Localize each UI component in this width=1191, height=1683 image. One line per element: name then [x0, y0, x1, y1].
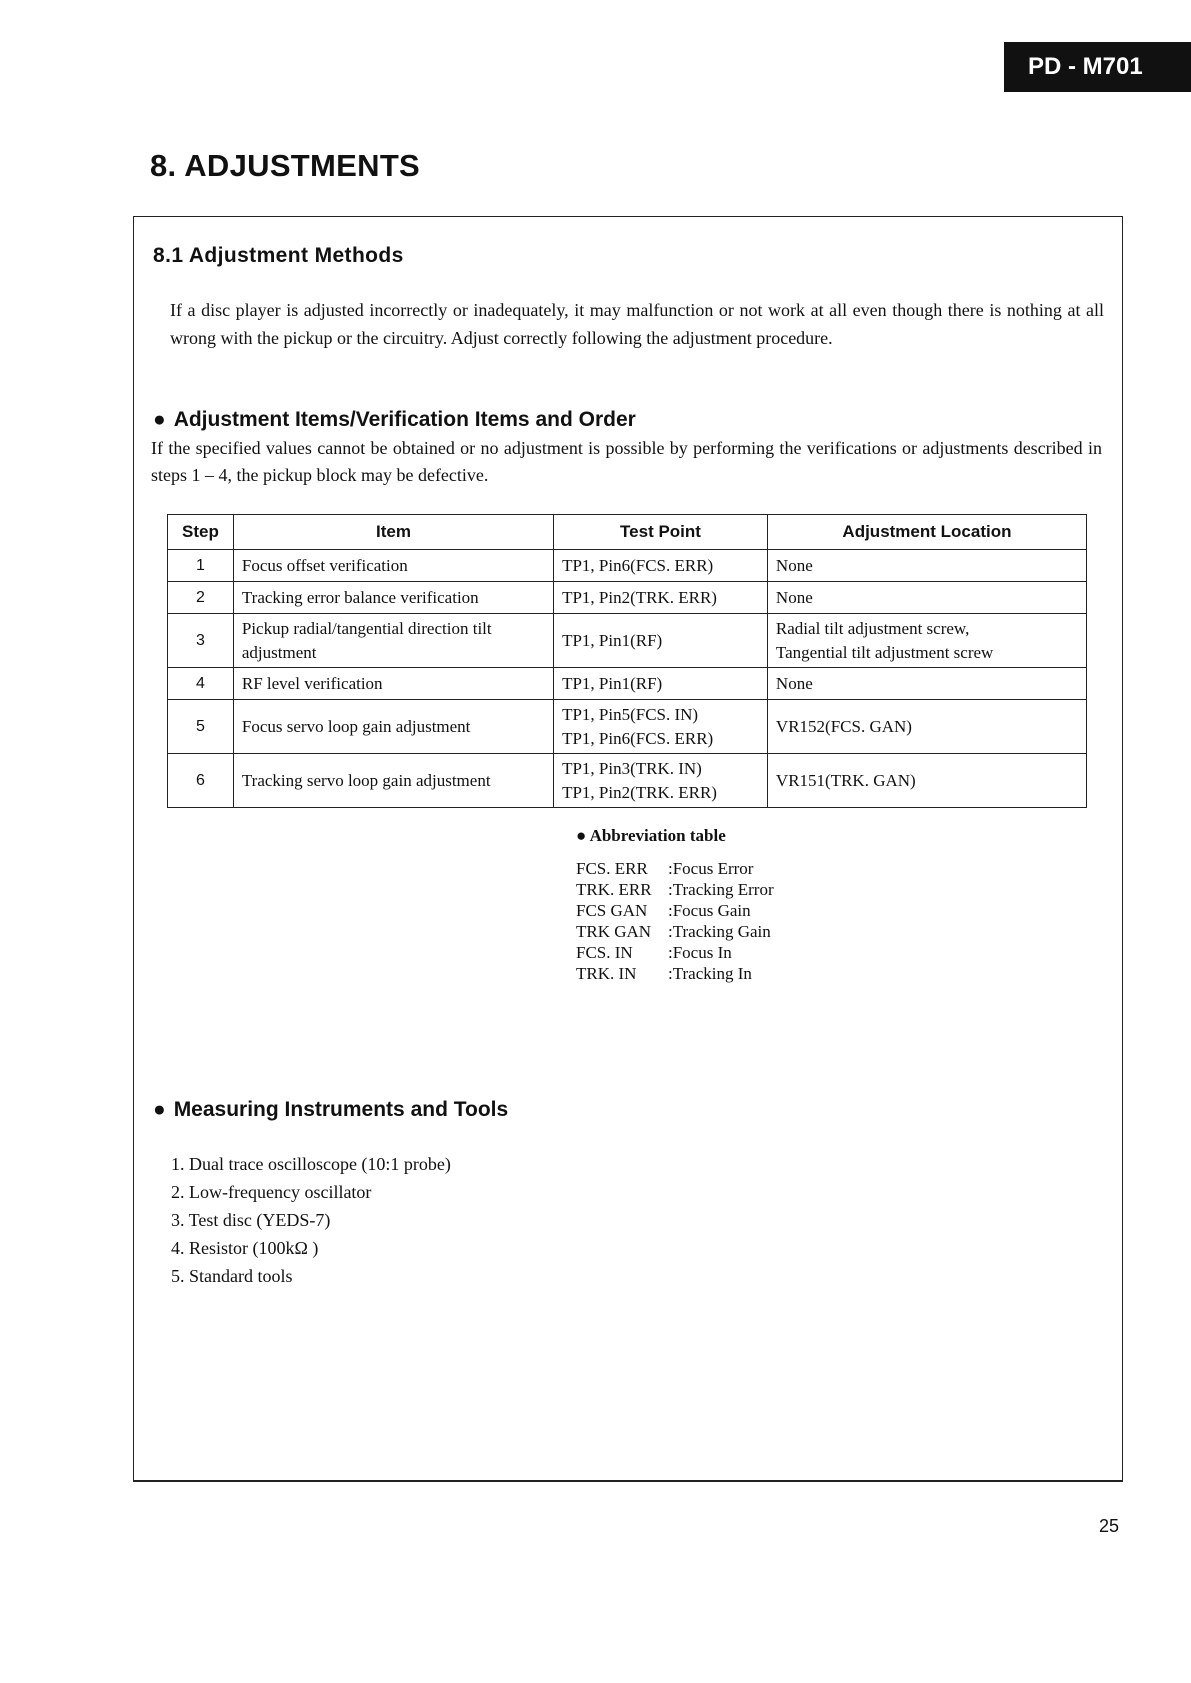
- abbreviation-code: FCS. IN: [576, 943, 633, 962]
- location-cell: [767, 668, 1086, 700]
- model-tag: PD - M701: [1004, 42, 1191, 92]
- step-cell: 6: [168, 754, 234, 808]
- table-row: [168, 754, 1087, 808]
- list-item: 4. Resistor (100kΩ ): [171, 1238, 319, 1258]
- location-line: None: [775, 555, 813, 575]
- test-point-cell: [554, 754, 768, 808]
- abbreviation-meaning: :Focus Error: [668, 859, 754, 878]
- abbreviation-code: TRK. IN: [576, 964, 637, 983]
- bullet-icon: ●: [153, 1098, 166, 1121]
- step-cell: 4: [168, 668, 234, 700]
- abbreviation-row: [576, 900, 774, 921]
- test-point-line: TP1, Pin6(FCS. ERR): [562, 555, 714, 575]
- adjustment-table: [167, 514, 1087, 808]
- item-cell: Focus servo loop gain adjustment: [233, 700, 553, 754]
- abbreviation-code: FCS GAN: [576, 901, 648, 920]
- adjustment-order-heading: [153, 408, 636, 432]
- step-cell: 5: [168, 700, 234, 754]
- abbreviation-meaning: :Focus In: [668, 943, 732, 962]
- intro-paragraph: If a disc player is adjusted incorrectly or inadequately, it may malfunction or not work at all even though there is nothing at all wrong with the pickup or the circuitry. Adjust correctly following the adjustment procedure.: [170, 300, 1104, 348]
- item-cell: Pickup radial/tangential direction tilt adjustment: [233, 614, 553, 668]
- list-item: 2. Low-frequency oscillator: [171, 1182, 372, 1202]
- table-row: [168, 614, 1087, 668]
- table-header-row: [168, 515, 1087, 550]
- location-cell: [767, 754, 1086, 808]
- location-line: Radial tilt adjustment screw,: [775, 618, 970, 638]
- abbreviation-code: TRK GAN: [576, 922, 652, 941]
- test-point-line: TP1, Pin6(FCS. ERR): [562, 728, 714, 748]
- table-row: [168, 550, 1087, 582]
- header-test-point: Test Point: [554, 515, 768, 550]
- abbreviation-row: [576, 879, 774, 900]
- location-cell: [767, 700, 1086, 754]
- item-cell: Focus offset verification: [233, 550, 553, 582]
- instruments-list: [171, 1150, 451, 1290]
- table-row: [168, 582, 1087, 614]
- abbreviation-code: FCS. ERR: [576, 859, 648, 878]
- location-line: None: [775, 587, 813, 607]
- bullet-icon: ●: [153, 408, 166, 431]
- item-cell: Tracking servo loop gain adjustment: [233, 754, 553, 808]
- abbreviation-row: [576, 963, 774, 984]
- adjustment-order-note: If the specified values cannot be obtained or no adjustment is possible by performing the verifications or adjustments described in steps 1 – 4, the pickup block may be defective.: [151, 438, 1102, 485]
- list-item: 5. Standard tools: [171, 1266, 293, 1286]
- section-title: 8.1 Adjustment Methods: [153, 244, 404, 267]
- page-number: 25: [1099, 1516, 1120, 1536]
- location-line: VR152(FCS. GAN): [775, 716, 912, 736]
- abbreviation-title: ● Abbreviation table: [576, 826, 726, 845]
- location-cell: [767, 550, 1086, 582]
- list-item: 3. Test disc (YEDS-7): [171, 1210, 331, 1230]
- test-point-cell: [554, 668, 768, 700]
- test-point-line: TP1, Pin2(TRK. ERR): [562, 782, 717, 802]
- instruments-heading: [153, 1098, 508, 1122]
- table-row: [168, 668, 1087, 700]
- test-point-line: TP1, Pin1(RF): [562, 630, 663, 650]
- location-cell: [767, 614, 1086, 668]
- step-cell: 2: [168, 582, 234, 614]
- header-item: Item: [233, 515, 553, 550]
- abbreviation-code: TRK. ERR: [576, 880, 652, 899]
- abbreviation-table: [576, 826, 774, 984]
- item-cell: RF level verification: [233, 668, 553, 700]
- test-point-line: TP1, Pin5(FCS. IN): [562, 704, 699, 724]
- abbreviation-meaning: :Tracking Gain: [668, 922, 771, 941]
- abbreviation-meaning: :Focus Gain: [668, 901, 751, 920]
- location-line: Tangential tilt adjustment screw: [775, 642, 994, 662]
- abbreviation-row: [576, 942, 774, 963]
- table-row: [168, 700, 1087, 754]
- header-adjustment-location: Adjustment Location: [767, 515, 1086, 550]
- header-step: Step: [168, 515, 234, 550]
- abbreviation-meaning: :Tracking In: [668, 964, 752, 983]
- step-cell: 3: [168, 614, 234, 668]
- test-point-line: TP1, Pin3(TRK. IN): [562, 758, 702, 778]
- abbreviation-meaning: :Tracking Error: [668, 880, 774, 899]
- test-point-cell: [554, 550, 768, 582]
- test-point-line: TP1, Pin1(RF): [562, 673, 663, 693]
- location-cell: [767, 582, 1086, 614]
- test-point-cell: [554, 614, 768, 668]
- step-cell: 1: [168, 550, 234, 582]
- abbreviation-row: [576, 921, 774, 942]
- instruments-title: Measuring Instruments and Tools: [173, 1098, 509, 1121]
- item-cell: Tracking error balance verification: [233, 582, 553, 614]
- location-line: None: [775, 673, 813, 693]
- page-title: 8. ADJUSTMENTS: [150, 148, 421, 183]
- list-item: 1. Dual trace oscilloscope (10:1 probe): [171, 1154, 451, 1174]
- test-point-cell: [554, 582, 768, 614]
- adjustment-order-title: Adjustment Items/Verification Items and Order: [173, 408, 636, 431]
- test-point-cell: [554, 700, 768, 754]
- test-point-line: TP1, Pin2(TRK. ERR): [562, 587, 717, 607]
- abbreviation-row: [576, 858, 774, 879]
- location-line: VR151(TRK. GAN): [775, 770, 916, 790]
